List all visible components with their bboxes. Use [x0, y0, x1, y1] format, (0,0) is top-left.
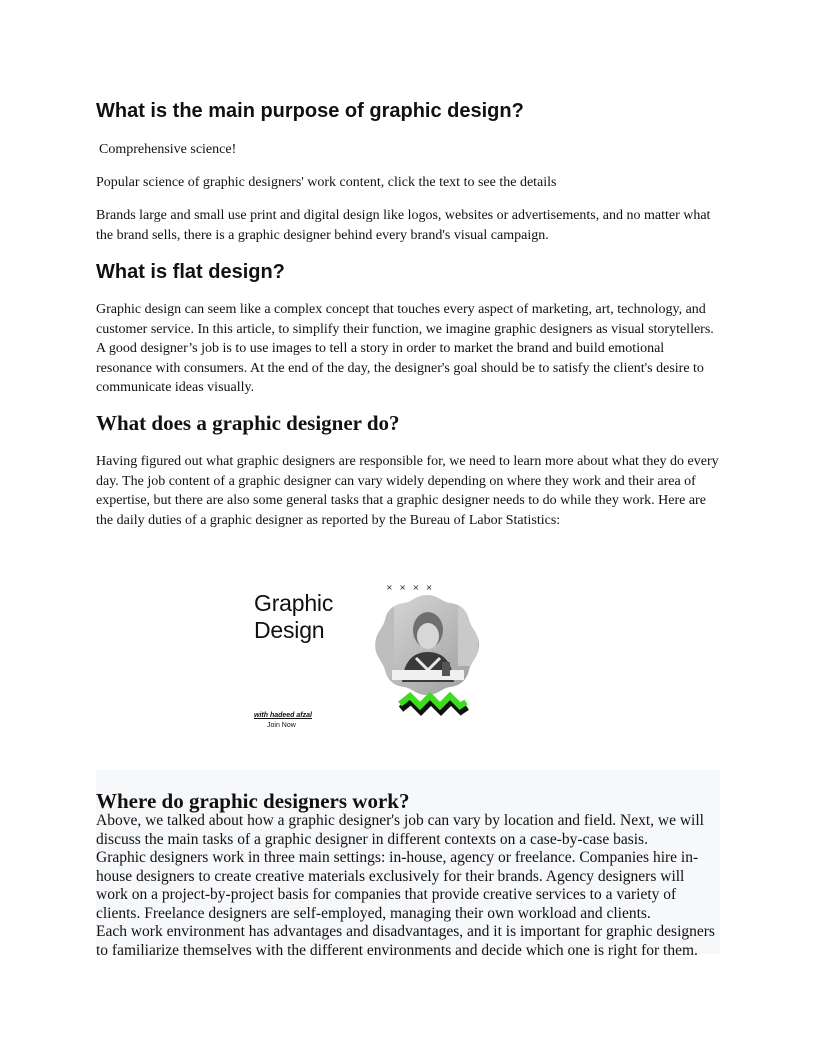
paragraph-where-intro: Above, we talked about how a graphic designer's job can vary by location and field. Next, we will discuss the main tasks of a graphic designer in different contexts on a case-by-case basis. — [96, 812, 704, 848]
promo-title-line2: Design — [254, 617, 325, 643]
promo-sparkle-icons: × × × × — [386, 583, 435, 592]
designer-portrait-photo — [372, 592, 482, 698]
where-designers-work-section — [96, 770, 720, 959]
heading-main-purpose: What is the main purpose of graphic design? — [96, 100, 524, 122]
paragraph-where-settings: Graphic designers work in three main settings: in-house, agency or freelance. Companies hire in-house designers to create creative materials exclusively for their brands. Agency designers will work on a project-by-project basis for companies that provide creative services to a variety of clients. Freelance designers are self-employed, managing their own workload and clients. — [96, 849, 699, 922]
heading-what-does-designer-do: What does a graphic designer do? — [96, 411, 400, 435]
promo-join-now[interactable]: Join Now — [267, 722, 296, 729]
promo-title — [254, 590, 333, 644]
paragraph-comprehensive-science: Comprehensive science! — [99, 142, 237, 157]
promo-author: with hadeed afzal — [254, 712, 312, 719]
paragraph-flat-design: Graphic design can seem like a complex concept that touches every aspect of marketing, art, technology, and customer service. In this article, to simplify their function, we imagine graphic designers as visual storytellers. A good designer’s job is to use images to tell a story in order to market the brand and build emotional resonance with consumers. At the end of the day, the designer's goal should be to satisfy the client's desire to communicate ideas visually. — [96, 302, 714, 395]
paragraph-designer-duties: Having figured out what graphic designers are responsible for, we need to learn more about what they do every day. The job content of a graphic designer can vary widely depending on where they work and their area of expertise, but there are also some general tasks that a graphic designer needs to do while they work. Here are the daily duties of a graphic designer as reported by the Bureau of Labor Statistics: — [96, 454, 719, 528]
heading-where-designers-work: Where do graphic designers work? — [96, 789, 410, 813]
paragraph-brands: Brands large and small use print and digital design like logos, websites or advertisements, and no matter what the brand sells, there is a graphic designer behind every brand's visual campaign. — [96, 208, 711, 243]
zigzag-decoration-icon — [396, 690, 470, 718]
promo-title-line1: Graphic — [254, 590, 334, 616]
heading-flat-design: What is flat design? — [96, 261, 285, 283]
paragraph-where-environments: Each work environment has advantages and disadvantages, and it is important for graphic designers to familiarize themselves with the different environments and decide which one is right for them. — [96, 923, 715, 959]
paragraph-popular-science[interactable]: Popular science of graphic designers' work content, click the text to see the details — [96, 175, 557, 190]
graphic-design-promo-image — [250, 578, 490, 738]
